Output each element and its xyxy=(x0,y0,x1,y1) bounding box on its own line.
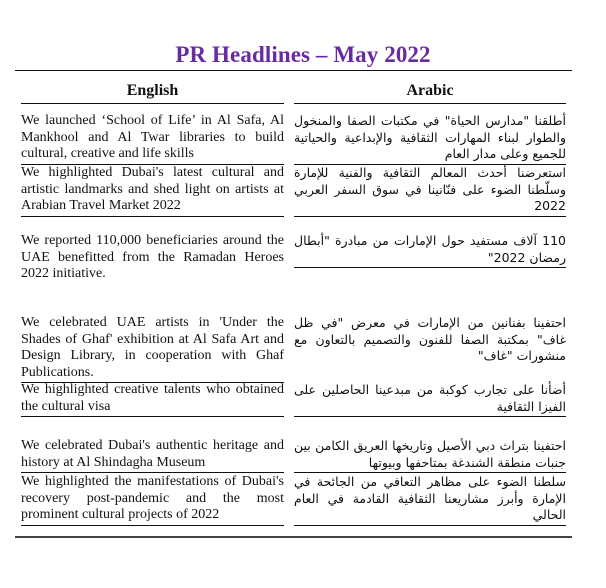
bottom-divider xyxy=(15,536,572,538)
headline-arabic-7: سلطنا الضوء على مظاهر التعافي من الجائحة في الإمارة وأبرز مشاريعنا الثقافية القادمة في العام الحالي xyxy=(294,474,566,526)
column-header-arabic: Arabic xyxy=(294,82,566,104)
page-title: PR Headlines – May 2022 xyxy=(175,42,431,67)
headline-english-5: We highlighted creative talents who obtained the cultural visa xyxy=(21,382,284,417)
headline-arabic-6: احتفينا بتراث دبي الأصيل وتاريخها العريق الكامن بين جنبات منطقة الشندغة بمتاحفها وبيوتها xyxy=(294,438,566,473)
headline-arabic-5: أضأنا على تجارب كوكبة من مبدعينا الحاصلين على الفيزا الثقافية xyxy=(294,382,566,417)
headline-arabic-4: احتفينا بفنانين من الإمارات في معرض "في ظل غاف" بمكتبة الصفا للفنون والتصميم بالتعاون مع منشورات "غاف" xyxy=(294,315,566,363)
headline-english-7: We highlighted the manifestations of Dubai's recovery post-pandemic and the most prominent cultural projects of 2022 xyxy=(21,474,284,526)
headline-arabic-3: 110 آلاف مستفيد حول الإمارات من مبادرة "أبطال رمضان 2022" xyxy=(294,233,566,268)
headline-english-6: We celebrated Dubai's authentic heritage and history at Al Shindagha Museum xyxy=(21,438,284,473)
headline-arabic-2: استعرضنا أحدث المعالم الثقافية والفنية للإمارة وسلّطنا الضوء على فنّانينا في سوق السفر العربي 2022 xyxy=(294,165,566,217)
headline-english-3: We reported 110,000 beneficiaries around the UAE benefitted from the Ramadan Heroes 2022 initiative. xyxy=(21,233,284,281)
headline-arabic-1: أطلقنا "مدارس الحياة" في مكتبات الصفا والمنخول والطوار لبناء المهارات الثقافية والإبداعية والحياتية للجميع وعلى مدار العام xyxy=(294,113,566,165)
top-divider xyxy=(15,70,572,71)
headline-english-2: We highlighted Dubai's latest cultural and artistic landmarks and shed light on artists at Arabian Travel Market 2022 xyxy=(21,165,284,217)
headline-english-4: We celebrated UAE artists in 'Under the Shades of Ghaf' exhibition at Al Safa Art and Design Library, in cooperation with Ghaf Publications. xyxy=(21,315,284,383)
column-header-english: English xyxy=(21,82,284,104)
headline-english-1: We launched ‘School of Life’ in Al Safa, Al Mankhool and Al Twar libraries to build cultural, creative and life skills xyxy=(21,113,284,165)
